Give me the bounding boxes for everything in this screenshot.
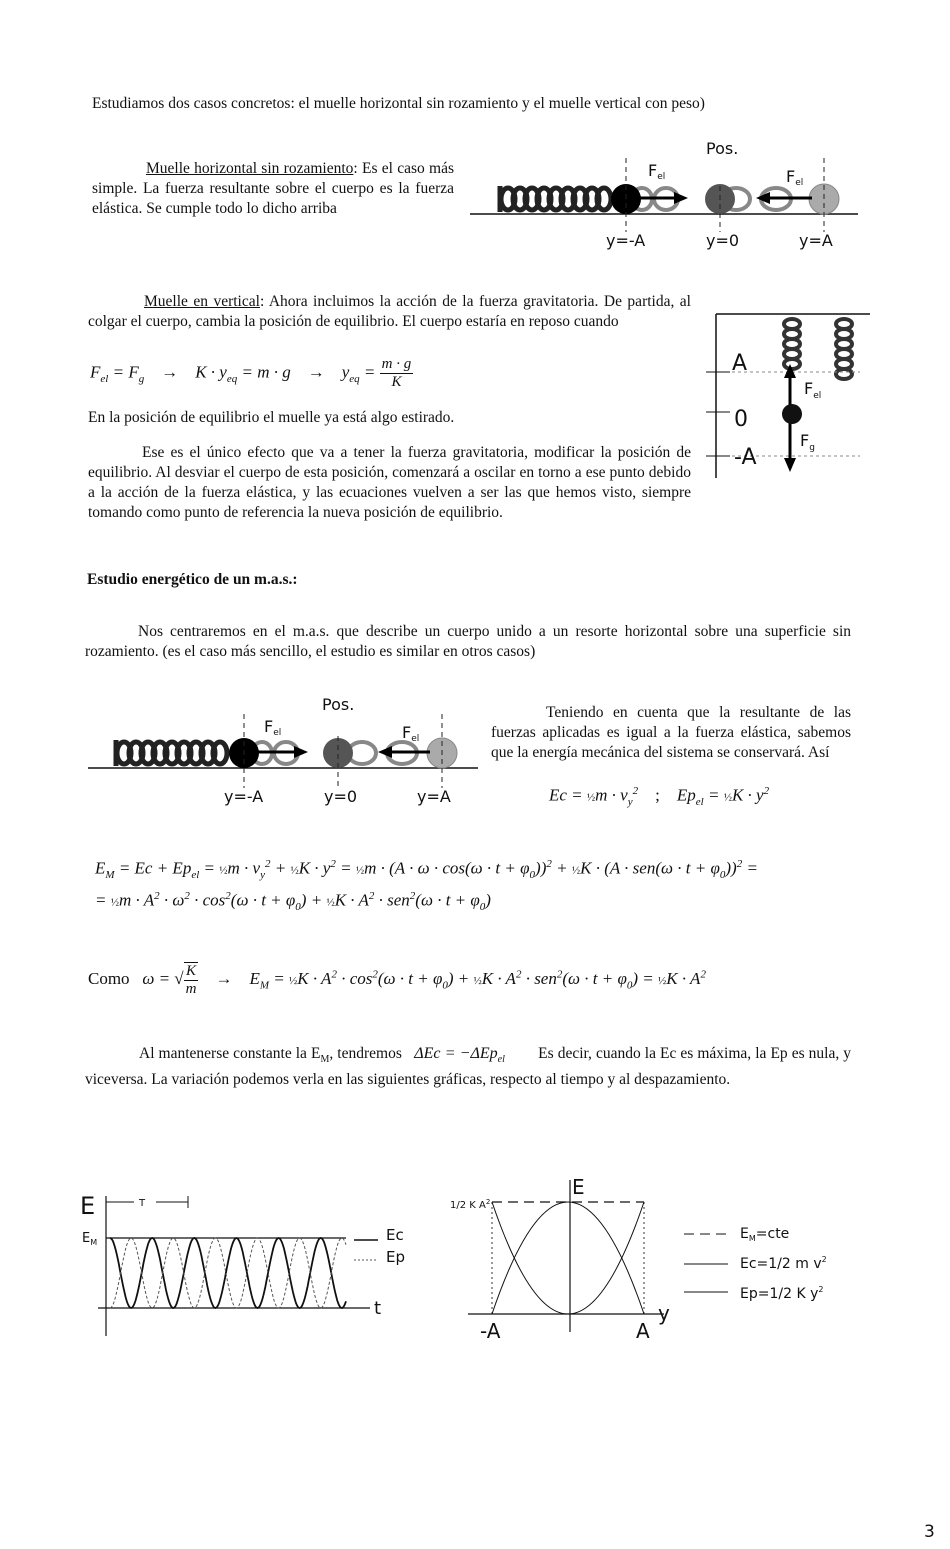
disp-pos-a-label: A (636, 1319, 650, 1342)
em-equation-line-1: $E_M = Ec + Ep_{el}$ = ½m · $v_y^2$ + ½K · $y^2$ = ½m · $(A \cdot \omega \cdot \cos(\omega \cdot t + \varphi_0))^2$ + ½K · $(A \cdot sen(\omega \cdot t + \varphi_0))^2$ = (95, 858, 758, 882)
em-label: $E_M$ (82, 1231, 98, 1247)
axis-e-label: E (80, 1192, 96, 1220)
energy-heading: Estudio energético de un m.a.s.: (87, 571, 298, 588)
vertical-text: : Ahora incluimos la acción de la fuerza gravitatoria. De partida, al colgar el cuerpo, cambia la posición de equilibrio. El cuerpo estaría en reposo cuando (88, 293, 691, 330)
legend-em: $E_M=cte$ (740, 1226, 790, 1243)
fig-label-neg-a: -A (734, 445, 757, 470)
spring-coils-vertical-icon (784, 319, 852, 379)
constant-paragraph: Al mantenerse constante la $E_M$, tendremos ΔEc = −ΔEp$_{el}$ Es decir, cuando la Ec es máxima, la Ep es nula, y viceversa. La variación podemos verla en las siguientes gráficas, respecto al tiempo y al despazamiento. (85, 1045, 852, 1089)
disp-axis-e-label: E (572, 1176, 585, 1199)
effect-text: Ese es el único efecto que va a tener la fuerza gravitatoria, modificar la posición de equilibrio. Al desviar el cuerpo de esta posición, comenzará a oscilar en torno a ese punto debido a la acción de la fuerza elástica, y las ecuaciones vuelven a ser las que hemos visto, siempre tomando como punto de referencia la nueva posición de equilibrio. (88, 444, 691, 521)
disp-neg-a-label: -A (480, 1319, 501, 1342)
energy-displacement-graph (446, 1176, 676, 1342)
fel-label-4: Fel (402, 723, 420, 744)
disp-axis-y-label: y (658, 1301, 670, 1325)
half-ka2-label: 1/2 K $A^2$ (450, 1198, 491, 1211)
spring-coils-2-icon (116, 740, 227, 766)
horizontal-text: : Es el caso más simple. La fuerza resultante sobre el cuerpo es la fuerza elástica. Se cumple todo lo dicho arriba (92, 160, 454, 217)
pos-label: Pos. (706, 139, 739, 158)
y-zero-label-2: y=0 (324, 787, 358, 806)
ec-legend-label: Ec (386, 1226, 404, 1244)
fig-label-zero: 0 (734, 407, 748, 432)
vertical-paragraph (88, 292, 691, 332)
ec-ep-equation: Ec = ½m · $v_y^2$ ; $Ep_{el}$ = ½K · $y^2$ (549, 785, 770, 809)
y-neg-label-2: y=-A (224, 787, 264, 806)
energy-side-text: Teniendo en cuenta que la resultante de las fuerzas aplicadas es igual a la fuerza elástica, sabemos que la energía mecánica del sistema se conservará. Así (491, 704, 851, 761)
ep-parabola (492, 1202, 644, 1314)
ep-legend-label: Ep (386, 1248, 405, 1266)
period-label: T (139, 1198, 146, 1209)
axis-t-label: t (374, 1298, 382, 1319)
displacement-legend (680, 1220, 850, 1306)
fel-label-1: Fel (648, 161, 666, 182)
y-pos-label: y=A (799, 231, 833, 250)
fel-label-3: Fel (264, 717, 282, 738)
pos-label-2: Pos. (322, 695, 355, 714)
horizontal-spring-figure (466, 136, 866, 254)
ep-curve (110, 1238, 346, 1308)
y-pos-label-2: y=A (417, 787, 451, 806)
force-right-arrow-icon (674, 192, 688, 204)
horizontal-paragraph (92, 159, 454, 219)
fel-label-2: Fel (786, 167, 804, 188)
force-down-arrow-icon (784, 458, 796, 472)
vertical-spring-figure (700, 306, 870, 478)
stretched-text: En la posición de equilibrio el muelle ya está algo estirado. (88, 409, 455, 426)
hanging-mass-icon (782, 404, 802, 424)
legend-ep: Ep=1/2 K $y^2$ (740, 1285, 824, 1302)
spring-coils-icon (500, 186, 611, 212)
equilibrium-equation: $F_{el} = F_g$ → $K \cdot y_{eq} = m \cdot g$ → $y_{eq}$ = $\frac{m \cdot g}{K}$ (90, 356, 412, 390)
legend-ec: Ec=1/2 m $v^2$ (740, 1255, 827, 1272)
y-neg-label: y=-A (606, 231, 646, 250)
vertical-title: Muelle en vertical (144, 293, 260, 310)
horizontal-spring-figure-2 (86, 690, 486, 808)
como-equation: Como ω = √ $\frac{K}{m}$ → $E_M$ = ½K · $A^2 \cdot \cos^2(\omega \cdot t + \varphi_0)$ + ½K · $A^2 \cdot sen^2(\omega \cdot t + \varphi_0)$ = ½K · $A^2$ (88, 963, 706, 997)
page-number: 3 (924, 1522, 935, 1542)
em-equation-line-2: = ½m · $A^2 \cdot \omega^2 \cdot \cos^2(\omega \cdot t + \varphi_0)$ + ½K · $A^2 \cdot sen^2(\omega \cdot t + \varphi_0)$ (95, 890, 491, 914)
horizontal-title: Muelle horizontal sin rozamiento (146, 160, 354, 177)
fig-fg-label: $F_g$ (800, 431, 815, 453)
fig-label-a: A (732, 351, 748, 376)
energy-intro: Nos centraremos en el m.a.s. que describe un cuerpo unido a un resorte horizontal sobre una superficie sin rozamiento. (es el caso más sencillo, el estudio es similar en otros casos) (85, 623, 851, 660)
y-zero-label: y=0 (706, 231, 740, 250)
energy-time-graph (76, 1188, 416, 1338)
fig-fel-label: $F_{el}$ (804, 379, 822, 401)
intro-text: Estudiamos dos casos concretos: el muelle horizontal sin rozamiento y el muelle vertical con peso) (92, 95, 705, 112)
